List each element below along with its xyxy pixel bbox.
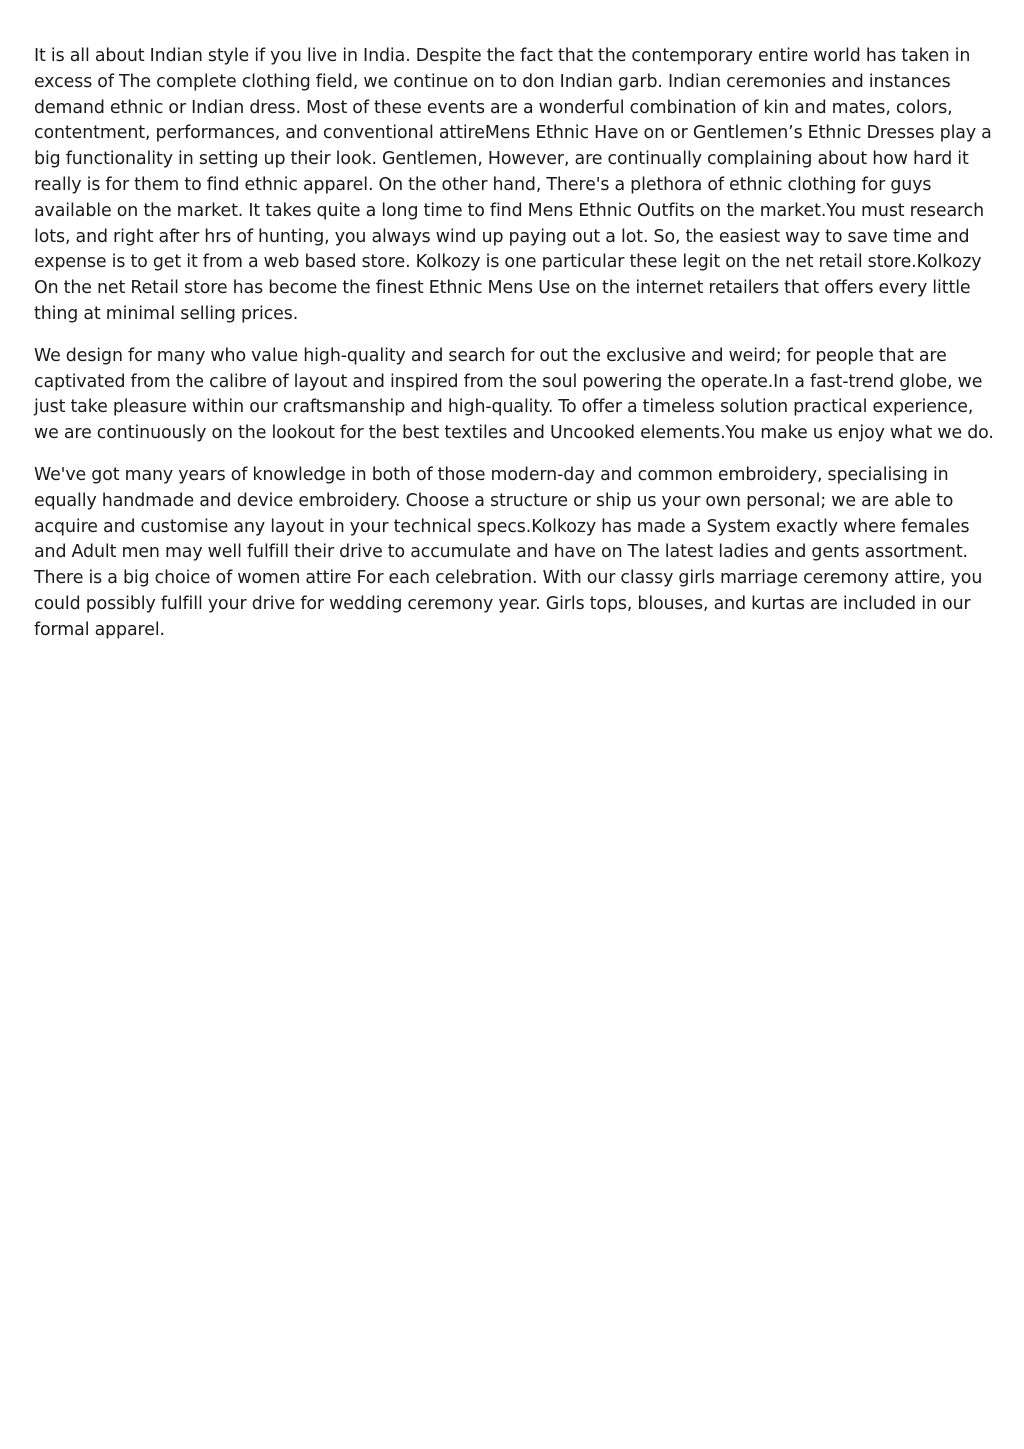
document-page: [34, 44, 996, 660]
paragraph-3: We've got many years of knowledge in both of those modern-day and common embroidery, specialising in equally handmade and device embroidery. Choose a structure or ship us your own personal; we are able to acquire and customise any layout in your technical specs.Kolkozy has made a System exactly where females and Adult men may well fulfill their drive to accumulate and have on The latest ladies and gents assortment. There is a big choice of women attire For each celebration. With our classy girls marriage ceremony attire, you could possibly fulfill your drive for wedding ceremony year. Girls tops, blouses, and kurtas are included in our formal apparel.: [34, 464, 983, 640]
paragraph-1: It is all about Indian style if you live in India. Despite the fact that the contemporary entire world has taken in excess of The complete clothing field, we continue on to don Indian garb. Indian ceremonies and instances demand ethnic or Indian dress. Most of these events are a wonderful combination of kin and mates, colors, contentment, performances, and conventional attireMens Ethnic Have on or Gentlemen’s Ethnic Dresses play a big functionality in setting up their look. Gentlemen, However, are continually complaining about how hard it really is for them to find ethnic apparel. On the other hand, There's a plethora of ethnic clothing for guys available on the market. It takes quite a long time to find Mens Ethnic Outfits on the market.You must research lots, and right after hrs of hunting, you always wind up paying out a lot. So, the easiest way to save time and expense is to get it from a web based store. Kolkozy is one particular these legit on the net retail store.Kolkozy On the net Retail store has become the finest Ethnic Mens Use on the internet retailers that offers every little thing at minimal selling prices.: [34, 46, 992, 324]
paragraph-2: We design for many who value high-quality and search for out the exclusive and weird; for people that are captivated from the calibre of layout and inspired from the soul powering the operate.In a fast-trend globe, we just take pleasure within our craftsmanship and high-quality. To offer a timeless solution practical experience, we are continuously on the lookout for the best textiles and Uncooked elements.You make us enjoy what we do.: [34, 345, 994, 444]
